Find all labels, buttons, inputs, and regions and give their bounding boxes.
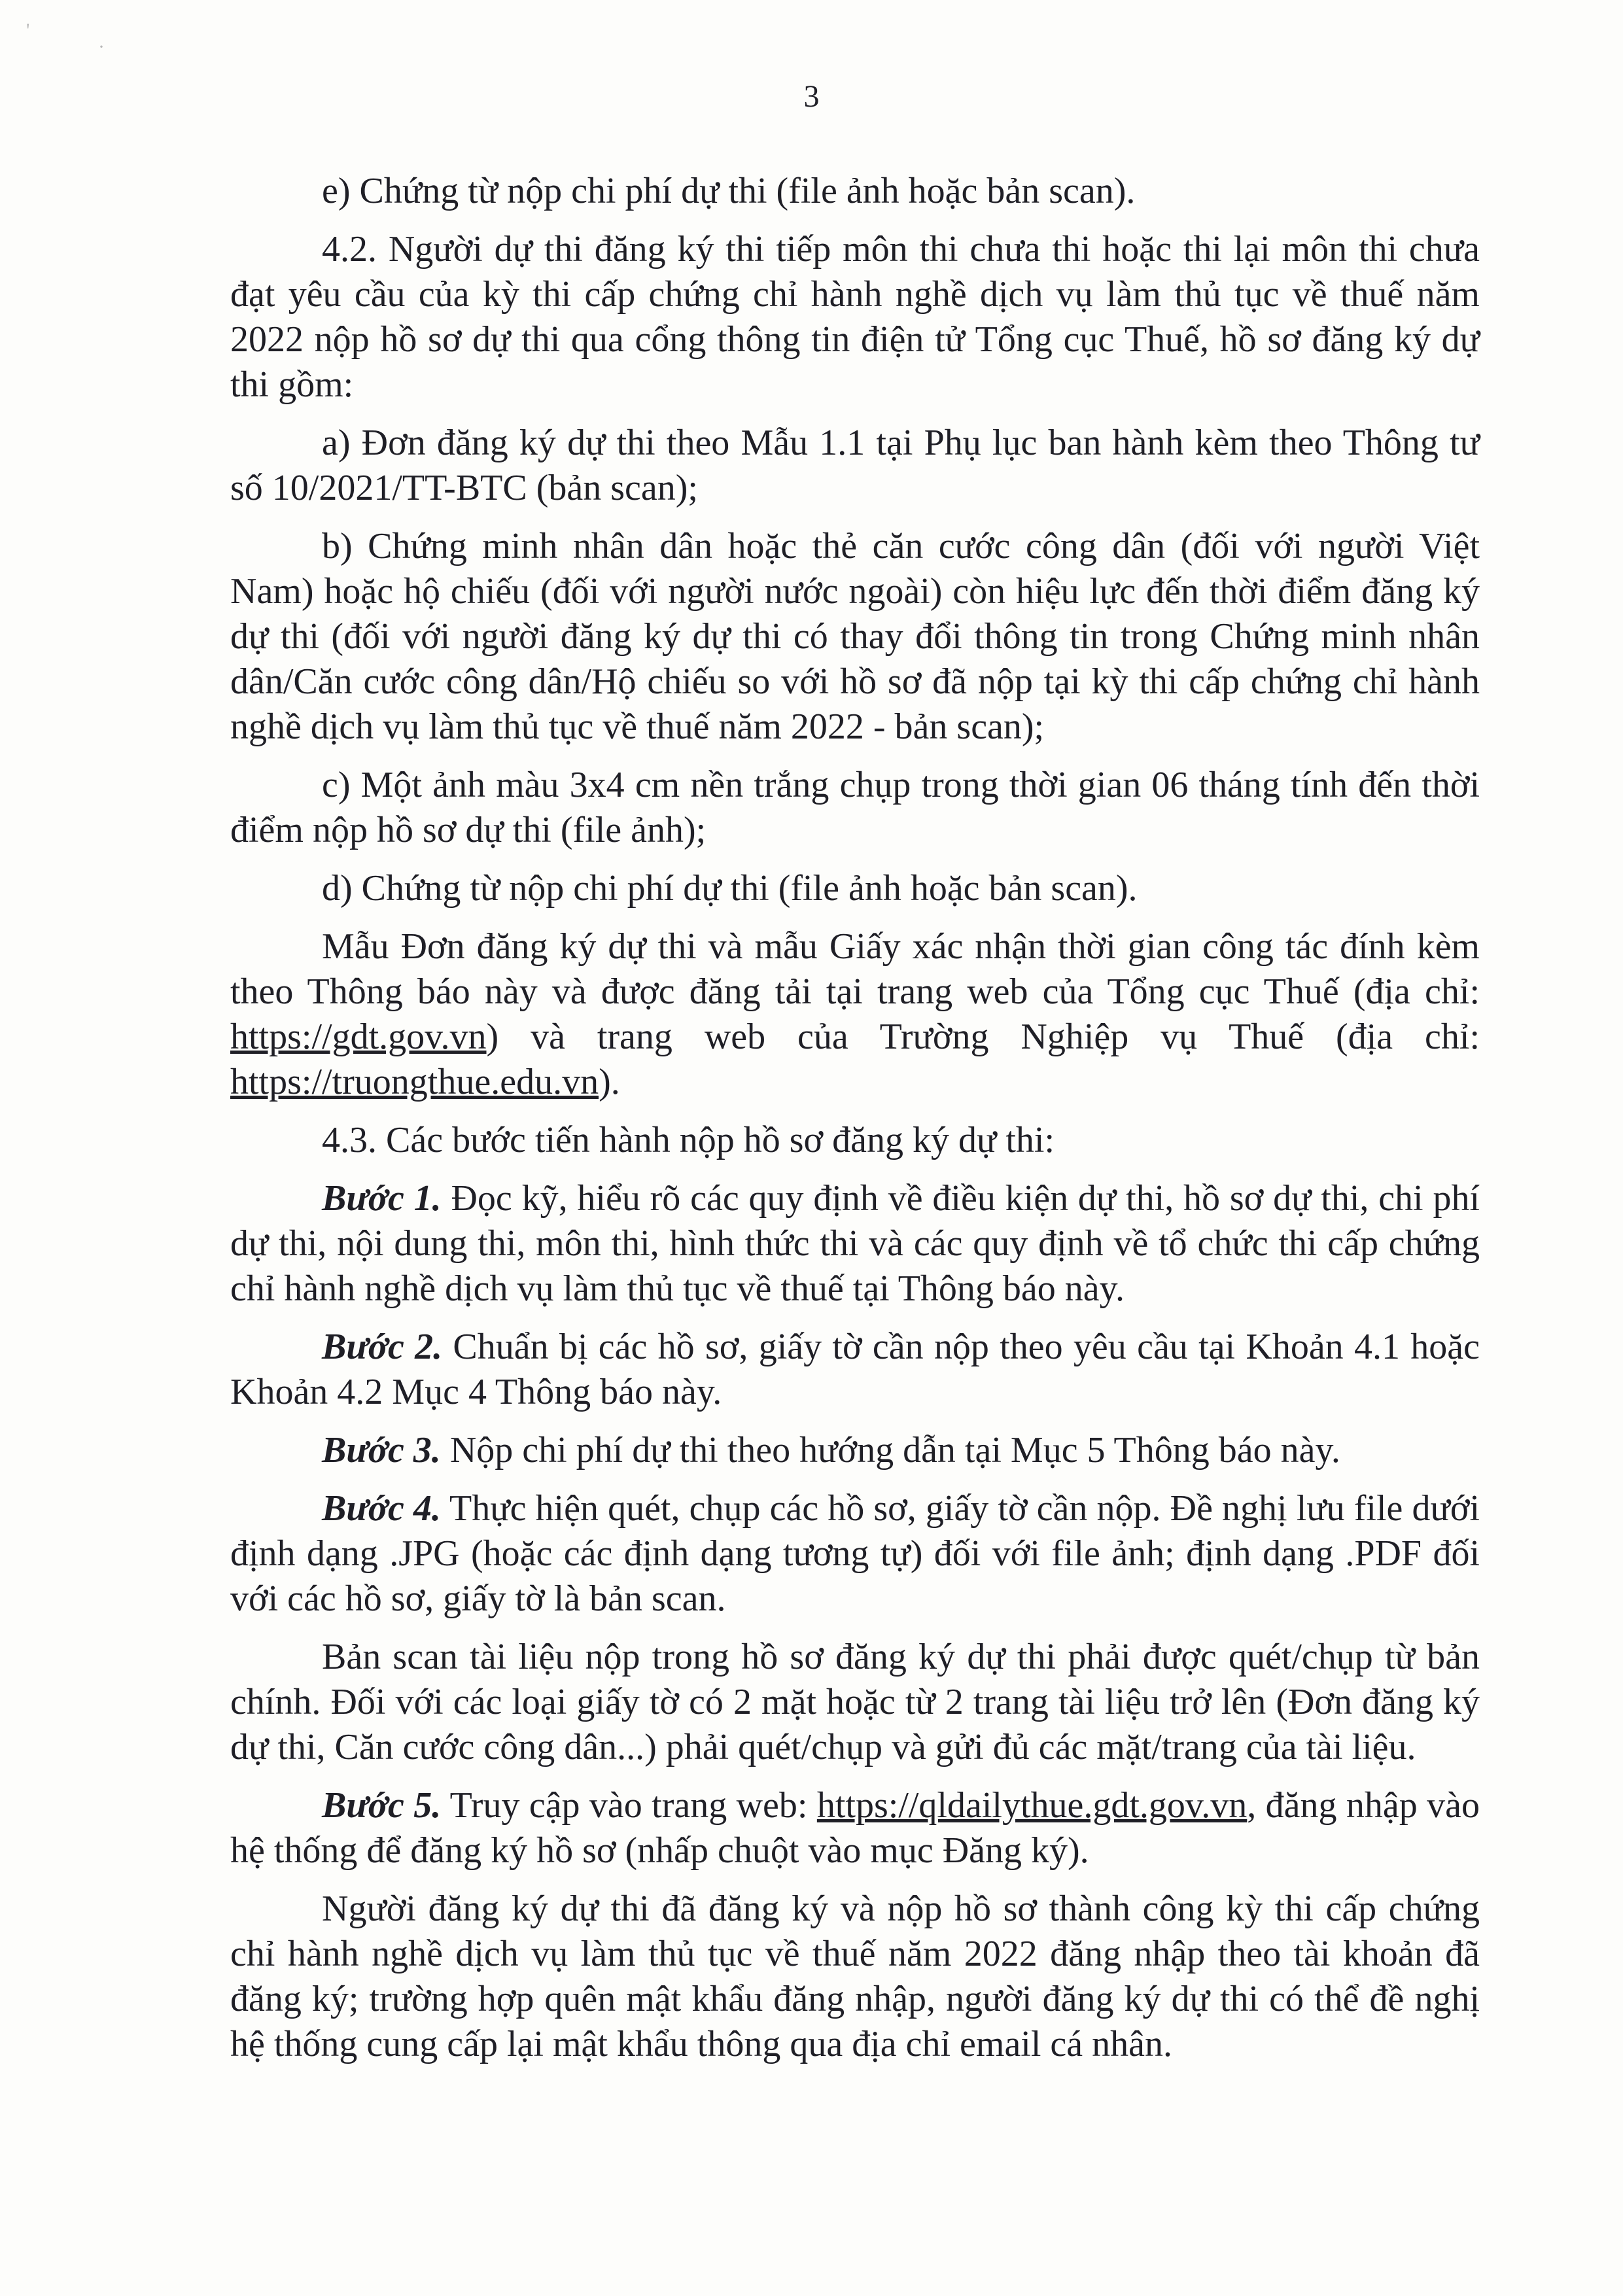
link-gdt[interactable]: https://gdt.gov.vn [230, 1017, 487, 1057]
paragraph-4-1-e: e) Chứng từ nộp chi phí dự thi (file ảnh hoặc bản scan). [322, 171, 1136, 211]
paragraph-scan-note: Bản scan tài liệu nộp trong hồ sơ đăng ký dự thi phải được quét/chụp từ bản chính. Đối với các loại giấy tờ có 2 mặt hoặc từ 2 trang tài liệu trở lên (Đơn đăng ký dự thi, Căn cước công dân...) phải quét/chụp và gửi đủ các mặt/trang của tài liệu. [230, 1637, 1480, 1767]
step-3-label: Bước 3. [322, 1430, 441, 1470]
link-truongthue[interactable]: https://truongthue.edu.vn [230, 1062, 599, 1102]
document-body [230, 169, 1480, 2080]
step-5-label: Bước 5. [322, 1785, 442, 1826]
paragraph-4-3: 4.3. Các bước tiến hành nộp hồ sơ đăng ký dự thi: [322, 1120, 1055, 1160]
paragraph-4-2-c: c) Một ảnh màu 3x4 cm nền trắng chụp trong thời gian 06 tháng tính đến thời điểm nộp hồ sơ dự thi (file ảnh); [230, 765, 1480, 850]
paragraph-4-2: 4.2. Người dự thi đăng ký thi tiếp môn thi chưa thi hoặc thi lại môn thi chưa đạt yêu cầu của kỳ thi cấp chứng chỉ hành nghề dịch vụ làm thủ tục về thuế năm 2022 nộp hồ sơ dự thi qua cổng thông tin điện tử Tổng cục Thuế, hồ sơ đăng ký dự thi gồm: [230, 229, 1480, 405]
step-5: Bước 5. Truy cập vào trang web: https://qldailythue.gdt.gov.vn, đăng nhập vào hệ thống để đăng ký hồ sơ (nhấp chuột vào mục Đăng ký). [230, 1785, 1480, 1871]
paragraph-forms-info: Mẫu Đơn đăng ký dự thi và mẫu Giấy xác nhận thời gian công tác đính kèm theo Thông báo này và được đăng tải tại trang web của Tổng cục Thuế (địa chỉ: https://gdt.gov.vn) và trang web của Trường Nghiệp vụ Thuế (địa chỉ: https://truongthue.edu.vn). [230, 926, 1480, 1102]
paragraph-4-2-b: b) Chứng minh nhân dân hoặc thẻ căn cước công dân (đối với người Việt Nam) hoặc hộ chiếu (đối với người nước ngoài) còn hiệu lực đến thời điểm đăng ký dự thi (đối với người đăng ký dự thi có thay đổi thông tin trong Chứng minh nhân dân/Căn cước công dân/Hộ chiếu so với hồ sơ đã nộp tại kỳ thi cấp chứng chỉ hành nghề dịch vụ làm thủ tục về thuế năm 2022 - bản scan); [230, 526, 1480, 747]
step-4-label: Bước 4. [322, 1488, 441, 1529]
step-3: Bước 3. Nộp chi phí dự thi theo hướng dẫn tại Mục 5 Thông báo này. [322, 1430, 1340, 1470]
step-1-label: Bước 1. [322, 1178, 442, 1219]
step-2: Bước 2. Chuẩn bị các hồ sơ, giấy tờ cần nộp theo yêu cầu tại Khoản 4.1 hoặc Khoản 4.2 Mục 4 Thông báo này. [230, 1327, 1480, 1412]
step-2-label: Bước 2. [322, 1327, 443, 1367]
step-4: Bước 4. Thực hiện quét, chụp các hồ sơ, giấy tờ cần nộp. Đề nghị lưu file dưới định dạng .JPG (hoặc các định dạng tương tự) đối với file ảnh; định dạng .PDF đối với các hồ sơ, giấy tờ là bản scan. [230, 1488, 1480, 1619]
paragraph-login-note: Người đăng ký dự thi đã đăng ký và nộp hồ sơ thành công kỳ thi cấp chứng chỉ hành nghề dịch vụ làm thủ tục về thuế năm 2022 đăng nhập theo tài khoản đã đăng ký; trường hợp quên mật khẩu đăng nhập, người đăng ký dự thi có thể đề nghị hệ thống cung cấp lại mật khẩu thông qua địa chỉ email cá nhân. [230, 1888, 1480, 2064]
page-number: 3 [803, 79, 820, 114]
paragraph-4-2-d: d) Chứng từ nộp chi phí dự thi (file ảnh hoặc bản scan). [322, 868, 1138, 909]
scan-speck: · [98, 36, 105, 58]
scan-speck: ' [26, 20, 30, 41]
paragraph-4-2-a: a) Đơn đăng ký dự thi theo Mẫu 1.1 tại Phụ lục ban hành kèm theo Thông tư số 10/2021/TT-BTC (bản scan); [230, 423, 1480, 508]
link-qldailythue[interactable]: https://qldailythue.gdt.gov.vn [816, 1785, 1248, 1826]
step-1: Bước 1. Đọc kỹ, hiểu rõ các quy định về điều kiện dự thi, hồ sơ dự thi, chi phí dự thi, nội dung thi, môn thi, hình thức thi và các quy định về tổ chức thi cấp chứng chỉ hành nghề dịch vụ làm thủ tục về thuế tại Thông báo này. [230, 1178, 1480, 1309]
